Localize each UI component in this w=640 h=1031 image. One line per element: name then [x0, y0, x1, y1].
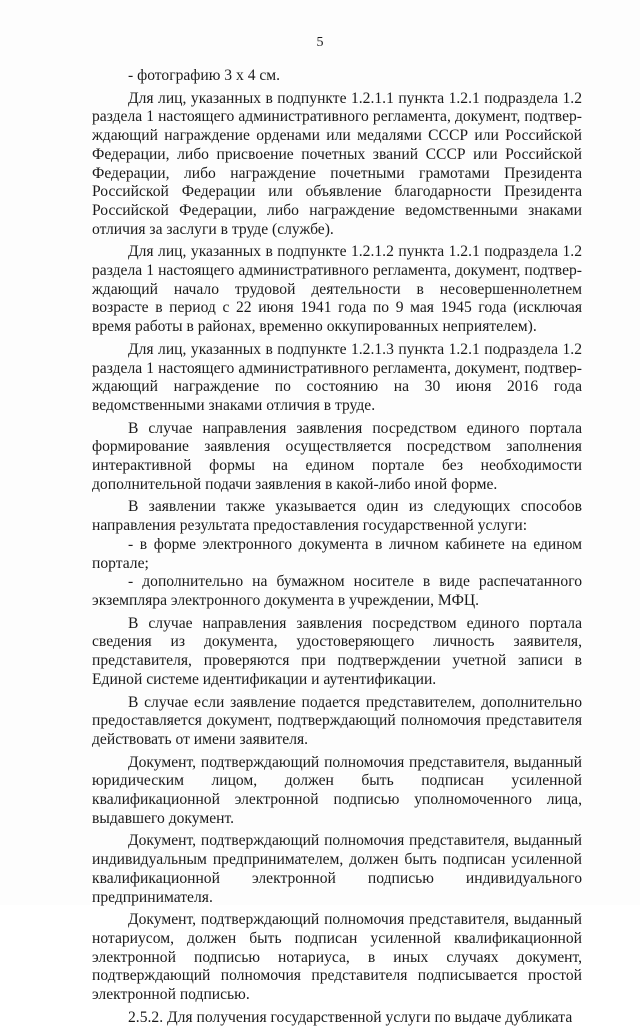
list-item-electronic: - в форме электронного документа в личном кабинете на едином портале; — [92, 535, 582, 572]
paragraph-legal-entity: Документ, подтверждающий полномочия представителя, выданный юридическим лицом, должен быть подписан усиленной квалификационной электронной подписью уполномоченного лица, выдавшего документ. — [92, 753, 582, 827]
paragraph-departmental-awards: Для лиц, указанных в подпункте 1.2.1.3 пункта 1.2.1 подраздела 1.2 раздела 1 настоящего административного регламента, документ, подтверждающий награждение по состоянию на 30 июня 2016 года ведомственными знаками отличия в труде. — [92, 340, 582, 414]
paragraph-result-methods: В заявлении также указывается один из следующих способов направления результата предоставления государственной услуги: — [92, 498, 582, 535]
document-body — [92, 67, 582, 1031]
paragraph-identity-check: В случае направления заявления посредством единого портала сведения из документа, удостоверяющего личность заявителя, представителя, проверяются при подтверждении учетной записи в Единой системе идентификации и аутентификации. — [92, 614, 582, 688]
list-item-paper: - дополнительно на бумажном носителе в виде распечатанного экземпляра электронного документа в учреждении, МФЦ. — [92, 573, 582, 609]
paragraph-wartime-work: Для лиц, указанных в подпункте 1.2.1.2 пункта 1.2.1 подраздела 1.2 раздела 1 настоящего административного регламента, документ, подтверждающий начало трудовой деятельности в несовершеннолетнем возрасте в период с 22 июня 1941 года по 9 мая 1945 года (исключая время работы в районах, временно оккупированных неприятелем). — [92, 243, 582, 336]
paragraph-awards: Для лиц, указанных в подпункте 1.2.1.1 пункта 1.2.1 подраздела 1.2 раздела 1 настоящего административного регламента, документ, подтверждающий награждение орденами или медалями СССР или Российской Федерации, либо присвоение почетных званий СССР или Российской Федерации, либо награждение почетными грамотами Президента Российской Федерации или объявление благодарности Президента Российской Федерации, либо награждение ведомственными знаками отличия за заслуги в труде (службе). — [92, 89, 582, 238]
paragraph-notary: Документ, подтверждающий полномочия представителя, выданный нотариусом, должен быть подписан усиленной квалификационной электронной подписью нотариуса, в иных случаях документ, подтверждающий полномочия представителя подписывается простой электронной подписью. — [92, 911, 582, 1004]
paragraph-section-2-5-2: 2.5.2. Для получения государственной услуги по выдаче дубликата — [128, 1008, 573, 1026]
paragraph-photo: - фотографию 3 х 4 см. — [128, 67, 281, 84]
paragraph-portal-application: В случае направления заявления посредством единого портала формирование заявления осуществляется посредством заполнения интерактивной формы на едином портале без необходимости дополнительной подачи заявления в какой-либо иной форме. — [92, 419, 582, 493]
page-number: 5 — [316, 35, 324, 50]
paragraph-representative: В случае если заявление подается представителем, дополнительно предоставляется документ, подтверждающий полномочия представителя действовать от имени заявителя. — [92, 693, 582, 748]
paragraph-entrepreneur: Документ, подтверждающий полномочия представителя, выданный индивидуальным предпринимателем, должен быть подписан усиленной квалификационной электронной подписью индивидуального предпринимателя. — [92, 832, 582, 906]
